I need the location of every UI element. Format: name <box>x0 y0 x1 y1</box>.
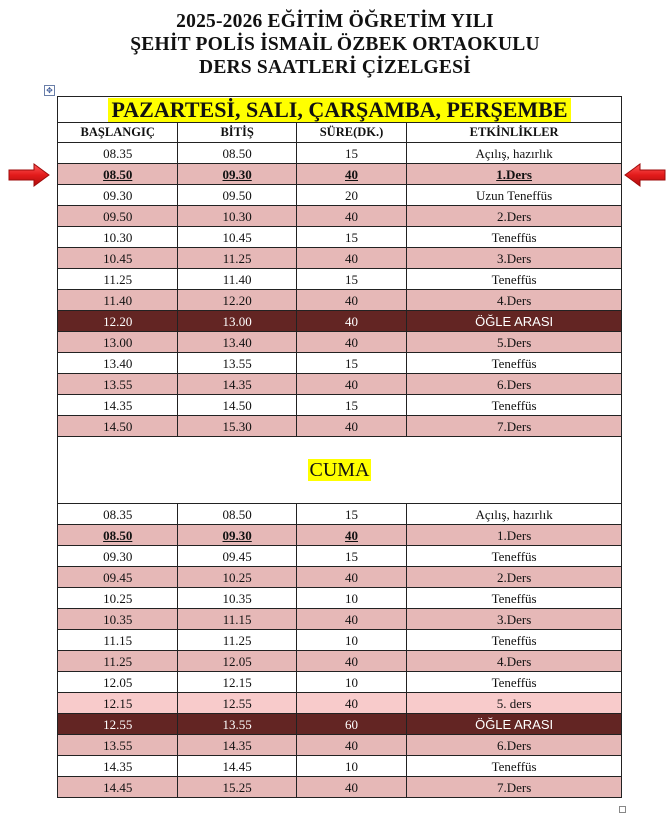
cell-start: 08.35 <box>58 504 178 525</box>
cell-duration: 40 <box>296 332 406 353</box>
cell-start: 10.30 <box>58 227 178 248</box>
cell-duration: 10 <box>296 756 406 777</box>
cell-duration: 40 <box>296 248 406 269</box>
cell-start: 09.45 <box>58 567 178 588</box>
cell-duration: 40 <box>296 416 406 437</box>
cell-end: 11.25 <box>178 248 296 269</box>
cell-end: 13.55 <box>178 353 296 374</box>
cell-start: 13.00 <box>58 332 178 353</box>
cell-end: 11.40 <box>178 269 296 290</box>
cell-activity: 4.Ders <box>407 290 622 311</box>
cell-activity: Açılış, hazırlık <box>407 143 622 164</box>
cell-activity: Teneffüs <box>407 672 622 693</box>
cell-duration: 20 <box>296 185 406 206</box>
table-row <box>58 777 622 798</box>
cell-duration: 10 <box>296 630 406 651</box>
cell-duration: 15 <box>296 504 406 525</box>
cell-end: 09.30 <box>178 525 296 546</box>
table-row-highlighted <box>58 525 622 546</box>
cell-duration: 10 <box>296 672 406 693</box>
cell-duration: 15 <box>296 227 406 248</box>
cell-end: 09.30 <box>178 164 296 185</box>
schedule-table <box>57 96 622 798</box>
cell-duration: 40 <box>296 609 406 630</box>
cell-activity: Teneffüs <box>407 546 622 567</box>
table-row <box>58 290 622 311</box>
table-row <box>58 546 622 567</box>
cell-activity: 2.Ders <box>407 206 622 227</box>
cell-duration: 40 <box>296 311 406 332</box>
cell-activity: Teneffüs <box>407 630 622 651</box>
cell-activity: 6.Ders <box>407 735 622 756</box>
table-row <box>58 395 622 416</box>
cell-activity: Teneffüs <box>407 269 622 290</box>
section-title-row <box>58 97 622 123</box>
cell-start: 08.50 <box>58 164 178 185</box>
cell-activity: ÖĞLE ARASI <box>407 714 622 735</box>
table-row-highlighted <box>58 164 622 185</box>
table-row <box>58 672 622 693</box>
cell-end: 10.25 <box>178 567 296 588</box>
cell-start: 10.45 <box>58 248 178 269</box>
cell-start: 11.25 <box>58 651 178 672</box>
cell-end: 13.40 <box>178 332 296 353</box>
table-row <box>58 185 622 206</box>
column-header-start: BAŞLANGIÇ <box>58 123 178 143</box>
cell-start: 08.50 <box>58 525 178 546</box>
table-row <box>58 416 622 437</box>
cell-end: 11.25 <box>178 630 296 651</box>
cell-activity: Teneffüs <box>407 227 622 248</box>
cell-end: 11.15 <box>178 609 296 630</box>
cell-start: 08.35 <box>58 143 178 164</box>
cell-activity: 5.Ders <box>407 332 622 353</box>
cell-start: 12.05 <box>58 672 178 693</box>
cell-end: 15.30 <box>178 416 296 437</box>
cell-duration: 40 <box>296 567 406 588</box>
table-row-lunch-break <box>58 714 622 735</box>
cell-end: 09.50 <box>178 185 296 206</box>
column-header-activities: ETKİNLİKLER <box>407 123 622 143</box>
cell-activity: 1.Ders <box>407 164 622 185</box>
cell-start: 10.35 <box>58 609 178 630</box>
cell-end: 12.15 <box>178 672 296 693</box>
cell-start: 12.20 <box>58 311 178 332</box>
cell-end: 12.05 <box>178 651 296 672</box>
cell-duration: 10 <box>296 588 406 609</box>
cell-activity: 7.Ders <box>407 777 622 798</box>
cell-end: 10.45 <box>178 227 296 248</box>
cell-start: 13.55 <box>58 735 178 756</box>
left-pointing-arrow-icon <box>624 163 666 187</box>
document-title-school: ŞEHİT POLİS İSMAİL ÖZBEK ORTAOKULU <box>130 34 540 55</box>
cell-end: 15.25 <box>178 777 296 798</box>
table-row-lunch-break <box>58 311 622 332</box>
cell-activity: ÖĞLE ARASI <box>407 311 622 332</box>
table-resize-handle[interactable] <box>619 806 626 813</box>
document-title-year: 2025-2026 EĞİTİM ÖĞRETİM YILI <box>176 11 494 32</box>
table-row <box>58 567 622 588</box>
table-row <box>58 206 622 227</box>
cell-end: 10.30 <box>178 206 296 227</box>
cell-activity: 3.Ders <box>407 609 622 630</box>
cell-activity: Teneffüs <box>407 588 622 609</box>
cell-duration: 40 <box>296 164 406 185</box>
cell-end: 13.55 <box>178 714 296 735</box>
cell-start: 12.55 <box>58 714 178 735</box>
cell-duration: 40 <box>296 735 406 756</box>
document-title-schedule: DERS SAATLERİ ÇİZELGESİ <box>199 57 471 78</box>
cell-activity: 7.Ders <box>407 416 622 437</box>
cell-duration: 40 <box>296 290 406 311</box>
cell-start: 11.40 <box>58 290 178 311</box>
cell-start: 10.25 <box>58 588 178 609</box>
cell-start: 09.30 <box>58 185 178 206</box>
cell-activity: Açılış, hazırlık <box>407 504 622 525</box>
column-header-duration: SÜRE(DK.) <box>296 123 406 143</box>
cell-end: 14.45 <box>178 756 296 777</box>
table-row <box>58 353 622 374</box>
cell-start: 14.35 <box>58 395 178 416</box>
table-row <box>58 227 622 248</box>
cell-duration: 15 <box>296 546 406 567</box>
table-row <box>58 332 622 353</box>
cell-start: 12.15 <box>58 693 178 714</box>
cell-start: 09.30 <box>58 546 178 567</box>
cell-activity: Uzun Teneffüs <box>407 185 622 206</box>
cell-end: 13.00 <box>178 311 296 332</box>
cell-duration: 40 <box>296 525 406 546</box>
right-pointing-arrow-icon <box>8 163 50 187</box>
cell-duration: 15 <box>296 395 406 416</box>
cell-start: 11.15 <box>58 630 178 651</box>
table-row <box>58 756 622 777</box>
cell-start: 13.55 <box>58 374 178 395</box>
cell-duration: 40 <box>296 693 406 714</box>
cell-end: 14.50 <box>178 395 296 416</box>
cell-end: 08.50 <box>178 504 296 525</box>
cell-start: 14.45 <box>58 777 178 798</box>
cell-activity: Teneffüs <box>407 395 622 416</box>
table-row <box>58 269 622 290</box>
section-title-row <box>58 437 622 504</box>
cell-end: 12.20 <box>178 290 296 311</box>
cell-end: 08.50 <box>178 143 296 164</box>
cell-activity: 3.Ders <box>407 248 622 269</box>
table-row <box>58 609 622 630</box>
cell-duration: 15 <box>296 269 406 290</box>
section-title-friday: CUMA <box>309 459 370 481</box>
column-header-end: BİTİŞ <box>178 123 296 143</box>
cell-start: 14.35 <box>58 756 178 777</box>
cell-start: 14.50 <box>58 416 178 437</box>
cell-start: 09.50 <box>58 206 178 227</box>
cell-duration: 40 <box>296 651 406 672</box>
cell-duration: 60 <box>296 714 406 735</box>
cell-end: 14.35 <box>178 374 296 395</box>
cell-activity: 2.Ders <box>407 567 622 588</box>
cell-duration: 40 <box>296 777 406 798</box>
table-row <box>58 651 622 672</box>
move-handle-icon[interactable]: ✥ <box>44 85 55 96</box>
cell-duration: 15 <box>296 353 406 374</box>
cell-duration: 40 <box>296 206 406 227</box>
table-row <box>58 143 622 164</box>
cell-end: 14.35 <box>178 735 296 756</box>
cell-activity: 4.Ders <box>407 651 622 672</box>
cell-duration: 40 <box>296 374 406 395</box>
cell-activity: 5. ders <box>407 693 622 714</box>
cell-activity: 6.Ders <box>407 374 622 395</box>
table-row <box>58 374 622 395</box>
cell-start: 11.25 <box>58 269 178 290</box>
table-row <box>58 588 622 609</box>
table-row <box>58 693 622 714</box>
cell-end: 10.35 <box>178 588 296 609</box>
cell-activity: 1.Ders <box>407 525 622 546</box>
cell-duration: 15 <box>296 143 406 164</box>
cell-activity: Teneffüs <box>407 756 622 777</box>
table-row <box>58 630 622 651</box>
cell-start: 13.40 <box>58 353 178 374</box>
cell-end: 12.55 <box>178 693 296 714</box>
cell-end: 09.45 <box>178 546 296 567</box>
section-title-weekdays: PAZARTESİ, SALI, ÇARŞAMBA, PERŞEMBE <box>108 98 570 122</box>
table-row <box>58 248 622 269</box>
table-row <box>58 504 622 525</box>
table-row <box>58 735 622 756</box>
table-header-row <box>58 123 622 143</box>
cell-activity: Teneffüs <box>407 353 622 374</box>
